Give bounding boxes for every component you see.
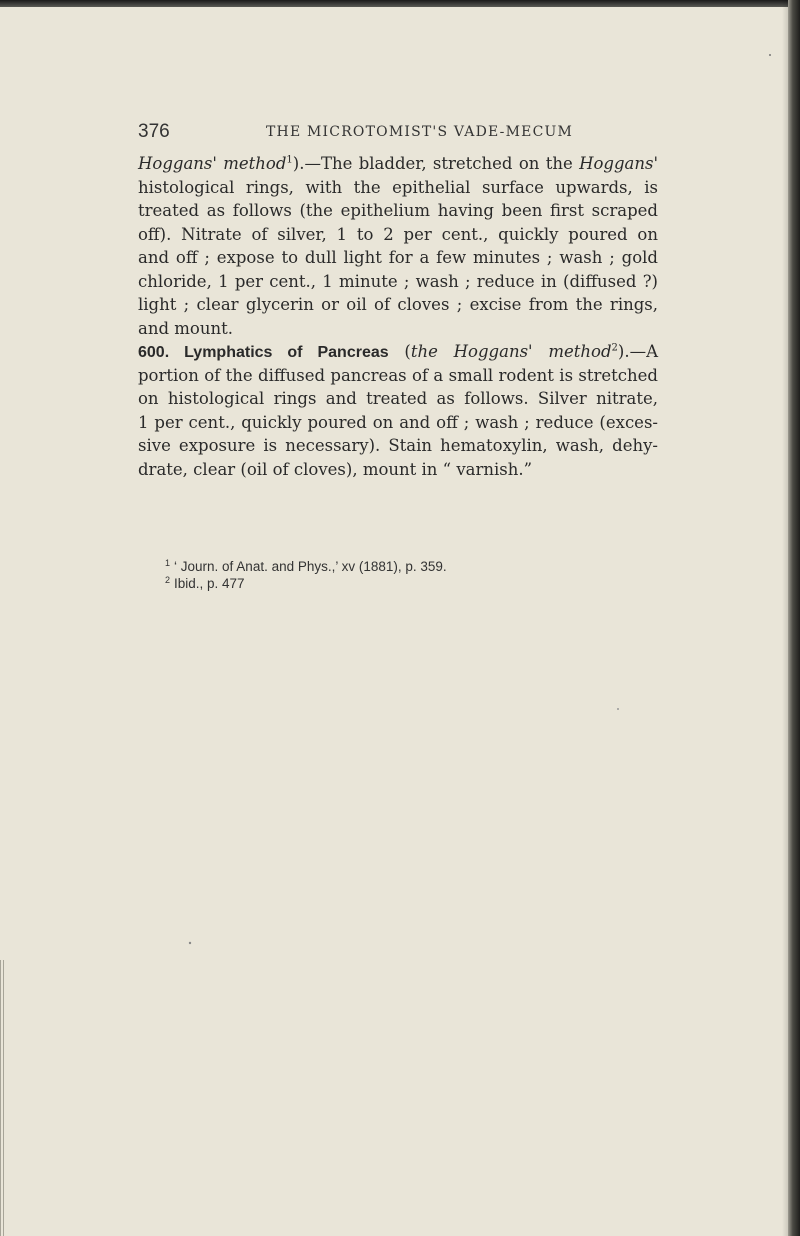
- text-line: on histological rings and treated as follows. Silver nitrate,: [138, 389, 658, 408]
- footnote: [165, 558, 447, 575]
- text-fragment: ).—A: [617, 342, 659, 361]
- text-line: sive exposure is necessary). Stain hematoxylin, wash, dehy-: [138, 436, 658, 455]
- text-line: treated as follows (the epithelium having been first scraped: [138, 201, 658, 220]
- text-line: chloride, 1 per cent., 1 minute ; wash ; reduce in (diffused ?): [138, 271, 658, 291]
- text-line: [138, 152, 658, 176]
- running-header: [138, 121, 658, 145]
- text-fragment: (: [388, 342, 411, 361]
- footnote-ref: 2: [611, 342, 618, 354]
- footnote: [165, 575, 447, 592]
- footnote-text: ‘ Journ. of Anat. and Phys.,’ xv (1881), p. 359.: [174, 559, 447, 574]
- method-name: Hoggans': [579, 154, 658, 173]
- text-line: histological rings, with the epithelial surface upwards, is: [138, 177, 658, 197]
- section-heading: 600. Lymphatics of Pancreas: [138, 344, 389, 361]
- text-line: light ; clear glycerin or oil of cloves ; excise from the rings,: [138, 295, 658, 314]
- text-line: drate, clear (oil of cloves), mount in “ varnish.”: [138, 459, 533, 479]
- page-number: 376: [138, 121, 170, 142]
- text-fragment: ).—The bladder, stretched on the: [292, 154, 580, 173]
- footnote-mark: 1: [165, 557, 171, 568]
- footnotes: [165, 558, 447, 592]
- footnote-text: Ibid., p. 477: [174, 576, 245, 591]
- method-reference: the Hoggans' method: [410, 342, 612, 361]
- body-text: [138, 152, 658, 481]
- running-head-title: THE MICROTOMIST'S VADE-MECUM: [266, 124, 574, 140]
- footnote-ref: 1: [286, 154, 293, 166]
- method-title: Hoggans' method: [138, 154, 287, 173]
- footnote-mark: 2: [165, 574, 171, 585]
- section-heading-line: [138, 340, 658, 364]
- text-line: and off ; expose to dull light for a few minutes ; wash ; gold: [138, 248, 658, 267]
- text-line: off). Nitrate of silver, 1 to 2 per cent., quickly poured on: [138, 224, 658, 244]
- text-line: portion of the diffused pancreas of a small rodent is stretched: [138, 365, 658, 385]
- text-line: 1 per cent., quickly poured on and off ; wash ; reduce (exces-: [138, 412, 658, 432]
- text-line: and mount.: [138, 318, 233, 338]
